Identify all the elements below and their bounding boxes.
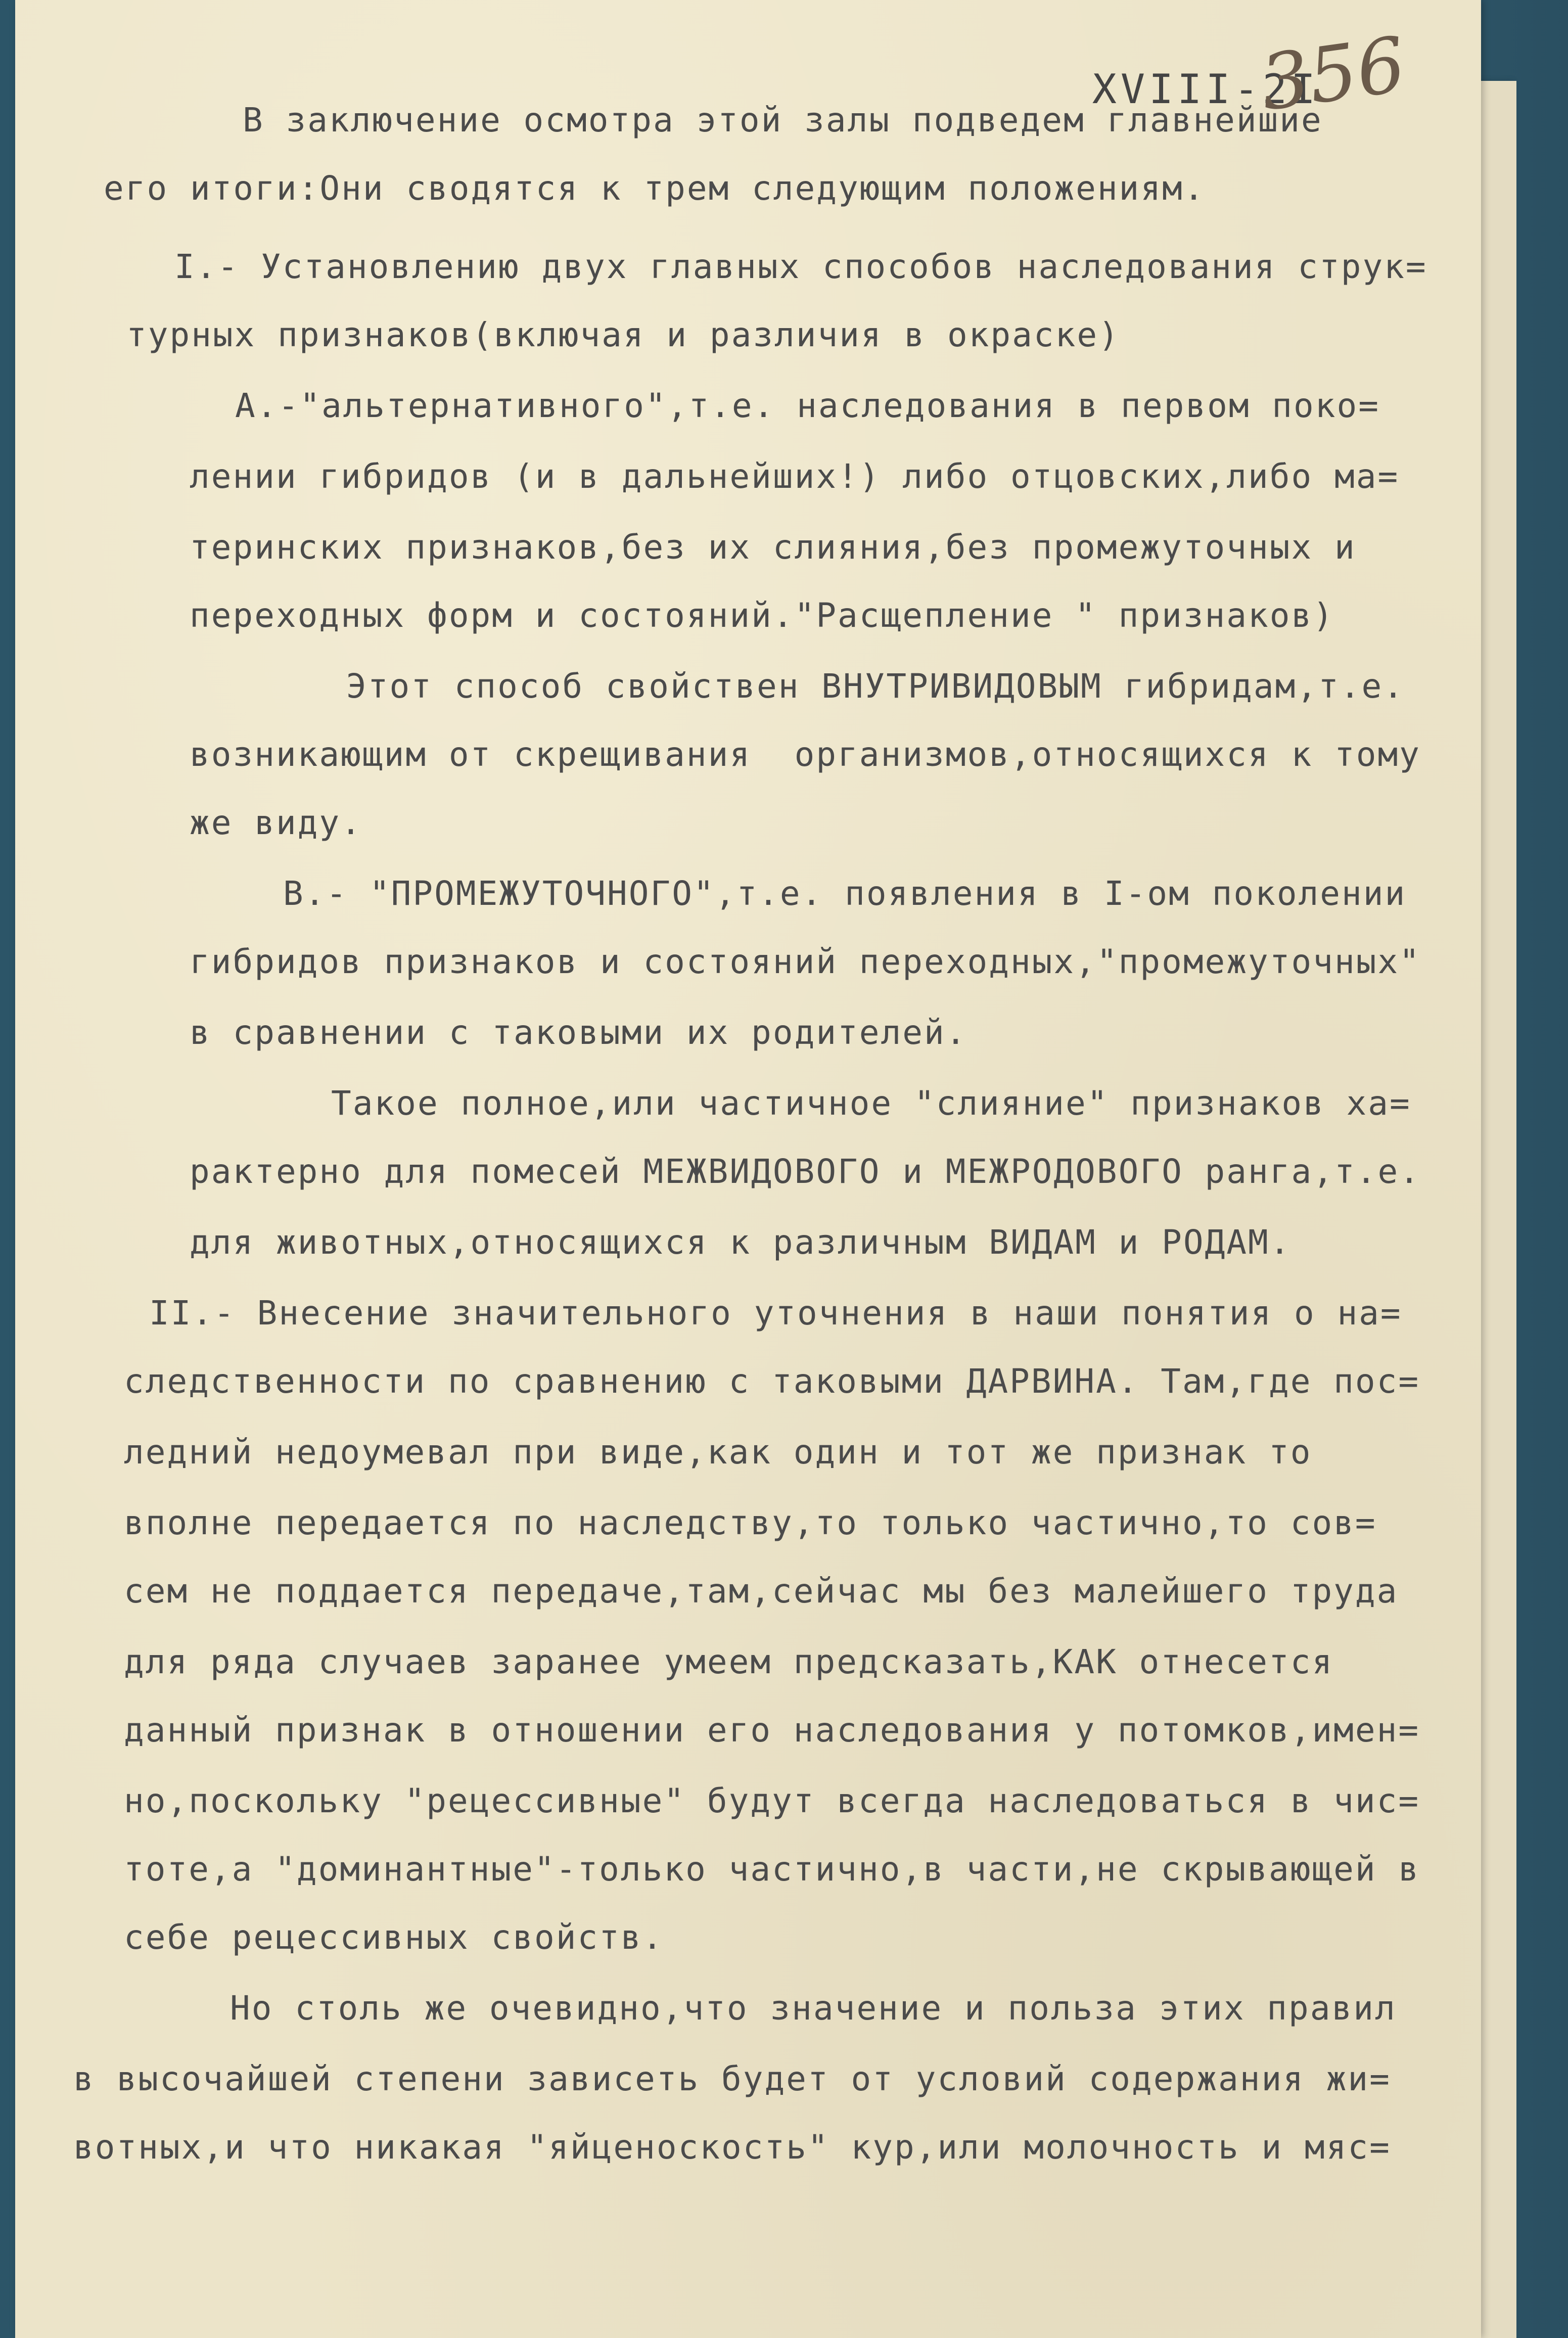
- text-line: В.- "ПРОМЕЖУТОЧНОГО",т.е. появления в I-ом поколении: [283, 874, 1407, 913]
- text-line: себе рецессивных свойств.: [124, 1918, 664, 1957]
- text-line: В заключение осмотра этой залы подведем главнейшие: [243, 101, 1323, 140]
- text-line: ледний недоумевал при виде,как один и тот же признак то: [124, 1433, 1312, 1472]
- text-line: Этот способ свойствен ВНУТРИВИДОВЫМ гибридам,т.е.: [346, 667, 1405, 706]
- text-line: тоте,а "доминантные"-только частично,в части,не скрывающей в: [124, 1850, 1420, 1889]
- text-line: вполне передается по наследству,то только частично,то сов=: [124, 1503, 1377, 1542]
- text-line: но,поскольку "рецессивные" будут всегда наследоваться в чис=: [124, 1781, 1420, 1820]
- text-line: сем не поддается передаче,там,сейчас мы без малейшего труда: [124, 1572, 1399, 1611]
- typewritten-page: [15, 0, 1481, 2338]
- text-line: лении гибридов (и в дальнейших!) либо отцовских,либо ма=: [190, 457, 1400, 496]
- text-line: в сравнении с таковыми их родителей.: [190, 1013, 967, 1052]
- text-line: в высочайшей степени зависеть будет от условий содержания жи=: [73, 2059, 1391, 2098]
- text-line: для животных,относящихся к различным ВИДАМ и РОДАМ.: [190, 1223, 1292, 1262]
- text-line: его итоги:Они сводятся к трем следующим положениям.: [104, 169, 1206, 208]
- text-line: для ряда случаев заранее умеем предсказать,КАК отнесется: [124, 1642, 1334, 1681]
- text-line: II.- Внесение значительного уточнения в наши понятия о на=: [149, 1294, 1402, 1333]
- text-line: же виду.: [190, 803, 362, 842]
- text-line: следственности по сравнению с таковыми ДАРВИНА. Там,где пос=: [124, 1362, 1420, 1401]
- text-line: данный признак в отношении его наследования у потомков,имен=: [124, 1711, 1420, 1750]
- text-line: Но столь же очевидно,что значение и польза этих правил: [230, 1989, 1397, 2028]
- text-line: Такое полное,или частичное "слияние" признаков ха=: [331, 1084, 1411, 1123]
- page-number: XVIII-2I: [1092, 66, 1319, 113]
- text-line: I.- Установлению двух главных способов наследования струк=: [174, 247, 1427, 286]
- text-line: теринских признаков,без их слияния,без промежуточных и: [190, 528, 1356, 567]
- text-line: рактерно для помесей МЕЖВИДОВОГО и МЕЖРОДОВОГО ранга,т.е.: [190, 1152, 1421, 1191]
- text-line: переходных форм и состояний."Расщепление " признаков): [190, 596, 1334, 635]
- text-line: турных признаков(включая и различия в окраске): [126, 315, 1120, 354]
- handwritten-page-number: 356: [1255, 20, 1411, 128]
- text-line: А.-"альтернативного",т.е. наследования в первом поко=: [235, 386, 1380, 425]
- text-line: возникающим от скрещивания организмов,относящихся к тому: [190, 735, 1421, 774]
- text-line: гибридов признаков и состояний переходных,"промежуточных": [190, 942, 1421, 981]
- text-line: вотных,и что никакая "яйценоскость" кур,или молочность и мяс=: [73, 2128, 1391, 2167]
